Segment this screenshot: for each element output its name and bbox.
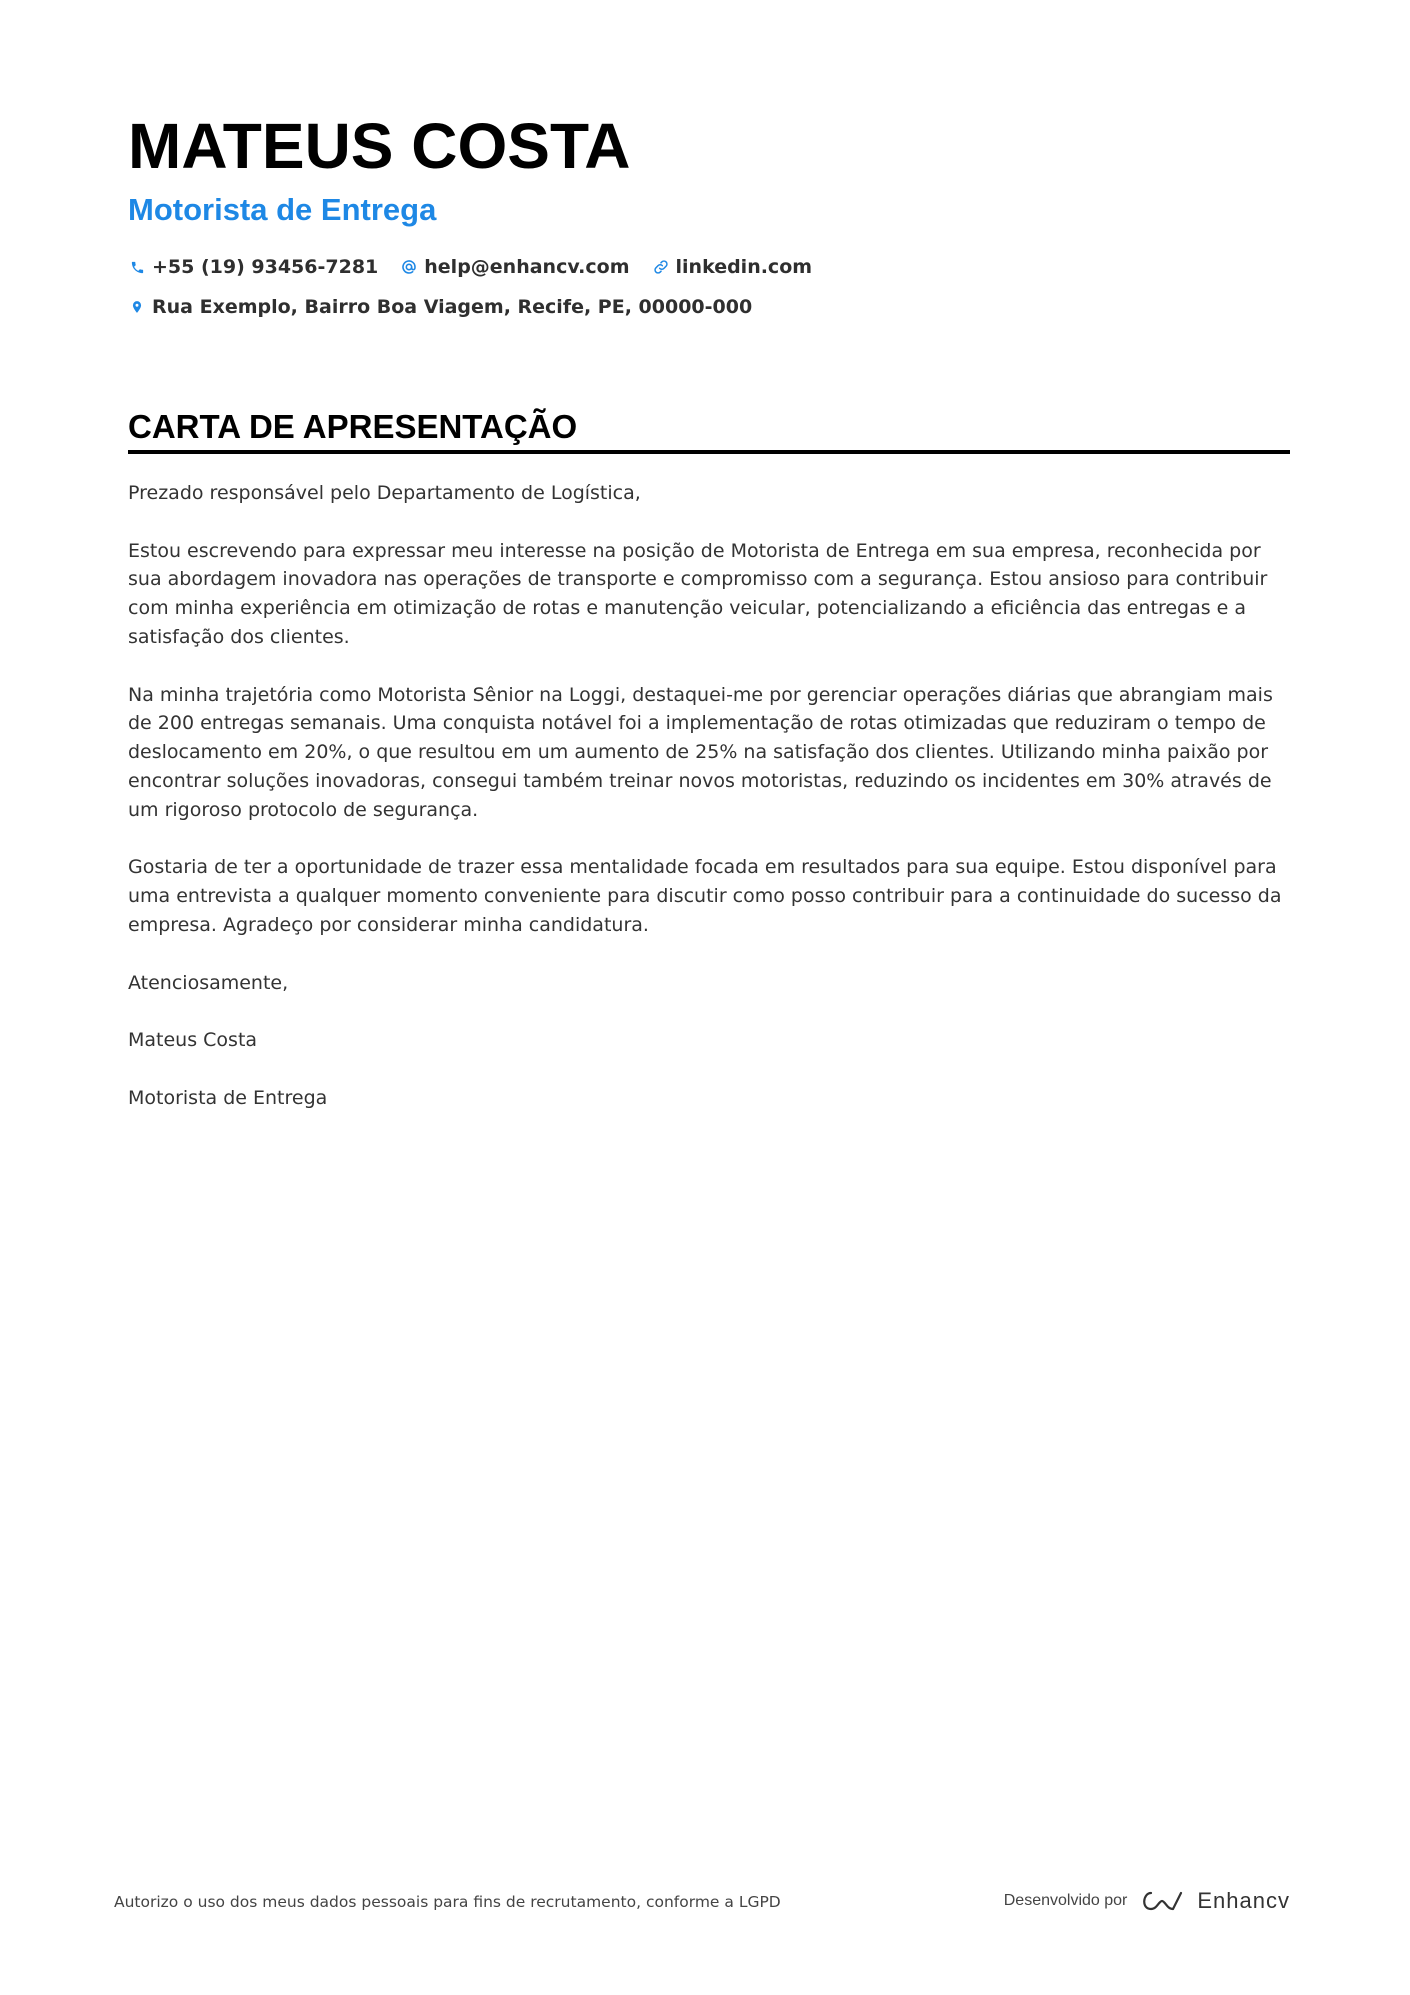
footer-brand[interactable]	[1004, 1888, 1290, 1914]
candidate-name: MATEUS COSTA	[128, 110, 631, 182]
email-text: help@enhancv.com	[424, 256, 630, 278]
location-pin-icon	[128, 298, 146, 316]
letter-paragraph: Na minha trajetória como Motorista Sênior na Loggi, destaquei-me por gerenciar operações diárias que abrangiam mais de 200 entregas semanais. Uma conquista notável foi a implementação de rotas otimizadas que reduziram o tempo de deslocamento em 20%, o que resultou em um aumento de 25% na satisfação dos clientes. Utilizando minha paixão por encontrar soluções inovadoras, consegui também treinar novos motoristas, reduzindo os incidentes em 30% através de um rigoroso protocolo de segurança.	[128, 683, 1273, 821]
linkedin-text: linkedin.com	[675, 256, 813, 278]
phone-icon	[128, 258, 146, 276]
enhancv-logo-icon	[1139, 1889, 1185, 1913]
phone-text: +55 (19) 93456-7281	[152, 256, 379, 278]
address-row	[128, 293, 774, 321]
contact-row	[128, 253, 834, 281]
email-contact[interactable]	[400, 253, 629, 281]
address-text: Rua Exemplo, Bairro Boa Viagem, Recife, PE, 00000-000	[152, 296, 753, 318]
letter-greeting: Prezado responsável pelo Departamento de Logística,	[128, 482, 641, 504]
letter-body	[128, 479, 1294, 1141]
built-with-label: Desenvolvido por	[1003, 1892, 1128, 1909]
at-icon	[400, 258, 418, 276]
section-title: CARTA DE APRESENTAÇÃO	[128, 408, 578, 445]
section-divider	[128, 450, 1290, 454]
letter-paragraph: Gostaria de ter a oportunidade de trazer essa mentalidade focada em resultados para sua equipe. Estou disponível para uma entrevista a qualquer momento conveniente para discutir como posso contribuir para a continuidade do sucesso da empresa. Agradeço por considerar minha candidatura.	[128, 856, 1282, 936]
job-title: Motorista de Entrega	[128, 192, 437, 227]
signature-name: Mateus Costa	[128, 1029, 258, 1052]
signature-title: Motorista de Entrega	[128, 1086, 328, 1109]
letter-paragraph: Estou escrevendo para expressar meu interesse na posição de Motorista de Entrega em sua empresa, reconhecida por sua abordagem inovadora nas operações de transporte e compromisso com a segurança. Estou ansioso para contribuir com minha experiência em otimização de rotas e manutenção veicular, potencializando a eficiência das entregas e a satisfação dos clientes.	[128, 539, 1268, 648]
letter-closing: Atenciosamente,	[128, 971, 289, 994]
address-contact	[128, 293, 752, 321]
link-icon	[652, 258, 670, 276]
consent-note: Autorizo o uso dos meus dados pessoais para fins de recrutamento, conforme a LGPD	[114, 1893, 781, 1911]
phone-contact[interactable]	[128, 253, 378, 281]
linkedin-contact[interactable]	[652, 253, 813, 281]
brand-name: Enhancv	[1197, 1888, 1290, 1913]
